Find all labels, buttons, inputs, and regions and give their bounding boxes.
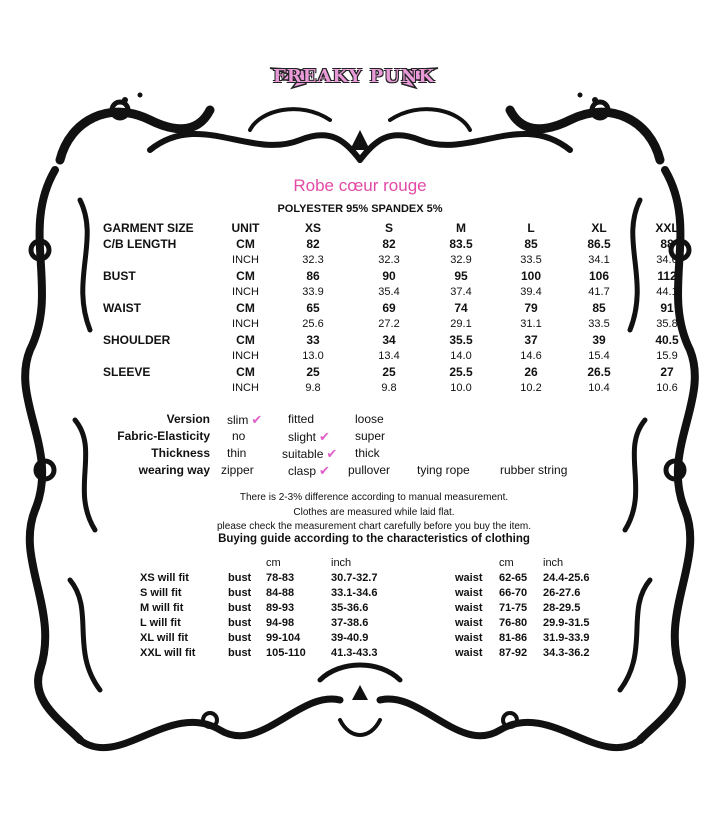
unit-cm: CM (236, 365, 255, 379)
cell-cm: 82 (382, 237, 396, 251)
header-garment-size: GARMENT SIZE (103, 221, 194, 235)
attribute-option: rubber string (500, 463, 568, 477)
unit-cm: CM (236, 333, 255, 347)
fit-size: XXL will fit (140, 647, 196, 659)
waist-header-row (455, 556, 623, 571)
fabric-composition: POLYESTER 95% SPANDEX 5% (277, 203, 443, 215)
cell-cm: 86 (306, 269, 320, 283)
size-row-inch (103, 284, 701, 300)
cell-inch: 15.9 (656, 350, 678, 362)
fit-waist-inch: 28-29.5 (543, 602, 581, 614)
attribute-label: Fabric-Elasticity (117, 429, 210, 443)
fit-waist: waist (455, 632, 483, 644)
cell-cm: 25 (306, 365, 320, 379)
measurement-label: WAIST (103, 301, 141, 315)
fit-bust-inch: 37-38.6 (331, 617, 369, 629)
check-mark-icon: ✔ (326, 446, 338, 461)
fit-bust-row (140, 601, 411, 616)
size-row-inch (103, 316, 701, 332)
fit-bust-cm: 84-88 (266, 587, 295, 599)
attribute-option: slight ✔ (288, 429, 330, 444)
attribute-option: thin (227, 446, 247, 460)
fit-bust-inch: 35-36.6 (331, 602, 369, 614)
fit-waist-cm: 81-86 (499, 632, 528, 644)
cell-inch: 33.5 (520, 254, 542, 266)
header-unit: UNIT (231, 221, 260, 235)
size-row-cm (103, 364, 701, 380)
fit-waist-cm: 76-80 (499, 617, 528, 629)
size-table-header (103, 220, 701, 236)
fit-waist-cm: 62-65 (499, 572, 528, 584)
fit-bust-inch: 33.1-34.6 (331, 587, 378, 599)
cell-cm: 79 (524, 301, 538, 315)
unit-cm: CM (236, 301, 255, 315)
attribute-option: suitable ✔ (282, 446, 338, 461)
cell-inch: 10.6 (656, 382, 678, 394)
cell-cm: 26 (524, 365, 538, 379)
unit-inch: INCH (232, 286, 259, 298)
check-mark-icon: ✔ (319, 463, 330, 478)
unit-inch: INCH (232, 350, 259, 362)
cell-cm: 88 (660, 237, 674, 251)
fit-bust-inch: 39-40.9 (331, 632, 369, 644)
note-difference: There is 2-3% difference according to manual measurement. (239, 492, 509, 503)
unit-cm: CM (236, 269, 255, 283)
cell-inch: 10.2 (520, 382, 542, 394)
cell-inch: 29.1 (450, 318, 472, 330)
unit-inch: INCH (232, 382, 259, 394)
waist-inch-header: inch (543, 557, 564, 569)
cell-cm: 112 (657, 269, 677, 283)
attribute-option: thick (355, 446, 380, 460)
fit-waist-row (455, 646, 623, 661)
cell-cm: 27 (660, 365, 674, 379)
cell-cm: 39 (592, 333, 606, 347)
size-row-inch (103, 252, 701, 268)
cell-cm: 74 (454, 301, 468, 315)
cell-inch: 13.0 (302, 350, 324, 362)
fit-bust: bust (228, 587, 252, 599)
fit-waist-inch: 24.4-25.6 (543, 572, 590, 584)
attribute-option: tying rope (417, 463, 470, 477)
cell-cm: 35.5 (449, 333, 473, 347)
attribute-option: pullover (348, 463, 391, 477)
header-xs: XS (304, 221, 321, 235)
fit-waist-cm: 87-92 (499, 647, 528, 659)
empty-cell (103, 380, 218, 396)
cell-inch: 25.6 (302, 318, 324, 330)
fit-bust-cm: 99-104 (266, 632, 301, 644)
fit-waist-inch: 34.3-36.2 (543, 647, 590, 659)
cell-cm: 85 (524, 237, 538, 251)
cell-cm: 106 (588, 269, 610, 283)
cell-cm: 95 (454, 269, 468, 283)
cell-cm: 90 (382, 269, 396, 283)
note-laid-flat: Clothes are measured while laid flat. (293, 507, 455, 518)
cell-inch: 9.8 (305, 382, 321, 394)
cell-inch: 34.6 (656, 254, 678, 266)
measurement-label: BUST (103, 269, 136, 283)
fit-bust-row (140, 586, 411, 601)
cell-inch: 14.6 (520, 350, 542, 362)
cell-cm: 65 (306, 301, 320, 315)
cell-inch: 35.8 (656, 318, 678, 330)
fit-waist-inch: 29.9-31.5 (543, 617, 590, 629)
cell-cm: 100 (520, 269, 542, 283)
fit-bust: bust (228, 572, 252, 584)
size-row-cm (103, 300, 701, 316)
attribute-option: fitted (288, 412, 315, 426)
fit-waist: waist (455, 572, 483, 584)
size-row-cm (103, 236, 701, 252)
unit-cm: CM (236, 237, 255, 251)
cell-cm: 69 (382, 301, 396, 315)
cell-inch: 33.9 (302, 286, 324, 298)
attribute-label: Version (166, 412, 210, 426)
size-table (103, 220, 701, 396)
fit-waist-cm: 66-70 (499, 587, 528, 599)
buying-guide-title: Buying guide according to the characteristics of clothing (218, 533, 530, 545)
cell-cm: 86.5 (587, 237, 611, 251)
cell-inch: 13.4 (378, 350, 400, 362)
empty-cell (103, 316, 218, 332)
fit-bust-row (140, 571, 411, 586)
empty-cell (103, 252, 218, 268)
cell-inch: 32.3 (302, 254, 324, 266)
attribute-option: clasp ✔ (288, 463, 330, 478)
fit-bust-cm: 94-98 (266, 617, 295, 629)
fit-waist-row (455, 601, 623, 616)
attribute-label: Thickness (151, 446, 210, 460)
fit-waist-row (455, 631, 623, 646)
fit-waist-row (455, 571, 623, 586)
measurement-label: SHOULDER (103, 333, 171, 347)
attribute-option: slim ✔ (227, 412, 263, 427)
waist-cm-header: cm (499, 557, 514, 569)
bust-inch-header: inch (331, 557, 352, 569)
measurement-label: SLEEVE (103, 365, 151, 379)
cell-inch: 32.3 (378, 254, 400, 266)
header-l: L (527, 221, 535, 235)
empty-cell (103, 284, 218, 300)
cell-cm: 83.5 (449, 237, 473, 251)
fit-bust-cm: 105-110 (266, 647, 306, 659)
fit-waist: waist (455, 602, 483, 614)
fit-waist: waist (455, 617, 483, 629)
cell-inch: 10.4 (588, 382, 610, 394)
header-m: M (456, 221, 466, 235)
cell-inch: 33.5 (588, 318, 610, 330)
fit-waist-inch: 26-27.6 (543, 587, 581, 599)
fit-bust-cm: 89-93 (266, 602, 295, 614)
measurement-label: C/B LENGTH (103, 237, 177, 251)
cell-inch: 37.4 (450, 286, 472, 298)
fit-bust-row (140, 646, 411, 661)
fit-bust-cm: 78-83 (266, 572, 295, 584)
header-xxl: XXL (655, 221, 679, 235)
fit-size: L will fit (140, 617, 181, 629)
cell-inch: 14.0 (450, 350, 472, 362)
note-check-chart: please check the measurement chart carefully before you buy the item. (216, 521, 532, 532)
attribute-option: zipper (221, 463, 254, 477)
fit-size: XS will fit (140, 572, 189, 584)
cell-inch: 31.1 (520, 318, 542, 330)
attribute-option: super (355, 429, 386, 443)
product-title: Robe cœur rouge (293, 176, 427, 195)
unit-inch: INCH (232, 318, 259, 330)
fit-bust: bust (228, 602, 252, 614)
fit-guide-waist-table (455, 556, 623, 661)
fit-bust: bust (228, 647, 252, 659)
cell-inch: 41.7 (588, 286, 610, 298)
cell-inch: 15.4 (588, 350, 610, 362)
fit-guide-bust-table (140, 556, 411, 661)
cell-cm: 25 (382, 365, 396, 379)
size-row-inch (103, 348, 701, 364)
fit-bust-inch: 30.7-32.7 (331, 572, 378, 584)
header-s: S (384, 221, 393, 235)
cell-cm: 40.5 (655, 333, 679, 347)
bust-cm-header: cm (266, 557, 281, 569)
cell-inch: 35.4 (378, 286, 400, 298)
fit-waist-cm: 71-75 (499, 602, 528, 614)
size-row-cm (103, 268, 701, 284)
cell-cm: 85 (592, 301, 606, 315)
attribute-option: loose (355, 412, 384, 426)
fit-size: M will fit (140, 602, 184, 614)
unit-inch: INCH (232, 254, 259, 266)
cell-inch: 32.9 (450, 254, 472, 266)
size-row-inch (103, 380, 701, 396)
cell-inch: 10.0 (450, 382, 472, 394)
fit-bust-inch: 41.3-43.3 (331, 647, 378, 659)
brand-logo (268, 62, 440, 102)
fit-waist-row (455, 616, 623, 631)
check-mark-icon: ✔ (251, 412, 263, 427)
fit-bust: bust (228, 617, 252, 629)
cell-inch: 9.8 (381, 382, 397, 394)
fit-size: S will fit (140, 587, 182, 599)
check-mark-icon: ✔ (319, 429, 330, 444)
cell-inch: 27.2 (378, 318, 400, 330)
cell-cm: 26.5 (587, 365, 611, 379)
cell-inch: 44.1 (656, 286, 678, 298)
header-xl: XL (591, 221, 607, 235)
cell-cm: 25.5 (449, 365, 473, 379)
attribute-label: wearing way (138, 463, 210, 477)
fit-bust-row (140, 631, 411, 646)
cell-inch: 34.1 (588, 254, 610, 266)
cell-cm: 34 (382, 333, 396, 347)
cell-cm: 91 (660, 301, 674, 315)
cell-cm: 82 (306, 237, 320, 251)
fit-waist-row (455, 586, 623, 601)
fit-waist: waist (455, 587, 483, 599)
brand-logo-text: FREAKY PUNK (272, 66, 436, 87)
size-row-cm (103, 332, 701, 348)
cell-cm: 33 (306, 333, 320, 347)
cell-cm: 37 (524, 333, 538, 347)
cell-inch: 39.4 (520, 286, 542, 298)
fit-size: XL will fit (140, 632, 189, 644)
fit-bust: bust (228, 632, 252, 644)
attribute-option: no (232, 429, 246, 443)
bust-header-row (140, 556, 411, 571)
fit-waist: waist (455, 647, 483, 659)
fit-waist-inch: 31.9-33.9 (543, 632, 590, 644)
empty-cell (103, 348, 218, 364)
fit-bust-row (140, 616, 411, 631)
